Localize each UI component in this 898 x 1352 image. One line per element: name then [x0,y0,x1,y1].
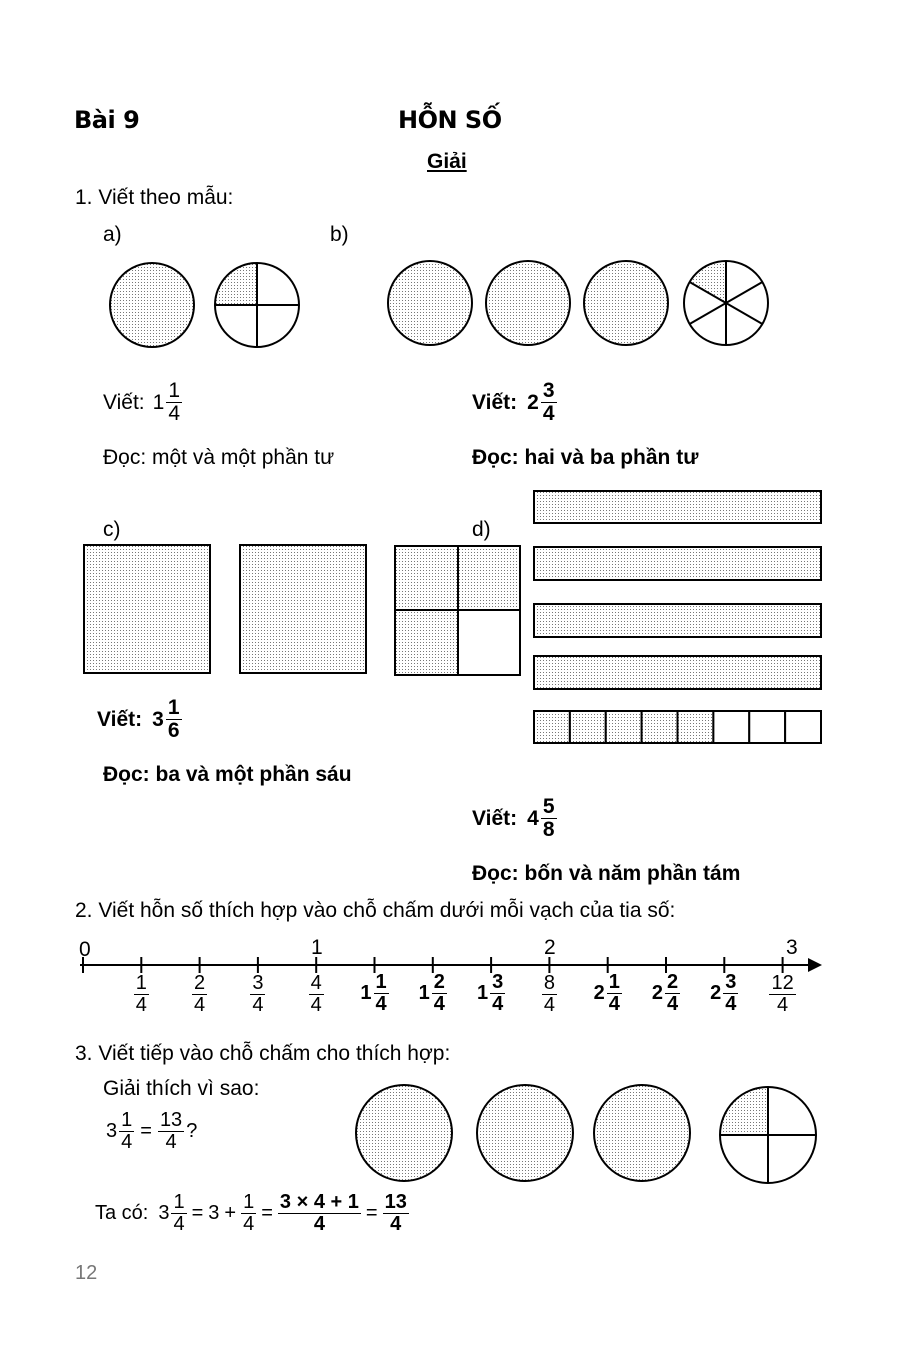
mixed-whole: 2 [651,982,663,1004]
bar-eighth-cell [785,711,821,743]
bar-full [534,491,821,523]
fraction-denominator: 4 [165,1131,177,1153]
fraction-denominator: 4 [542,402,555,426]
mixed-whole: 1 [476,982,489,1004]
equals-sign: = [261,1202,273,1224]
mixed-whole: 2 [710,982,722,1004]
fraction-denominator: 4 [492,993,504,1015]
bar-eighth-cell [678,711,714,743]
axis-number-0: 0 [79,938,91,961]
number-line [80,957,822,973]
fraction-numerator: 1 [608,971,620,993]
fraction-numerator: 5 [542,795,555,818]
fraction-numerator: 1 [135,972,147,994]
circle-sixths [684,261,768,345]
part-c-write [97,697,182,742]
fraction-denominator: 4 [433,993,445,1015]
fraction-denominator: 4 [194,994,206,1016]
equals-sign: = [365,1202,378,1224]
circle-full [356,1085,452,1181]
part-a-read: Đọc: một và một phần tư [103,446,335,469]
bar-eighth-cell [606,711,642,743]
fraction-denominator: 4 [390,1213,402,1235]
fraction-numerator: 3 [252,972,264,994]
circle-full [584,261,668,345]
mixed-whole: 3 [152,707,164,731]
bar-full [534,604,821,637]
fraction-numerator: 1 [173,1191,185,1213]
write-label: Viết: [472,806,518,830]
equals-sign: = [140,1120,152,1142]
equals-sign: = [191,1202,204,1224]
bar-eighth-cell [713,711,749,743]
ex2-prompt: 2. Viết hỗn số thích hợp vào chỗ chấm dưới mỗi vạch của tia số: [75,899,676,922]
fraction-denominator: 8 [542,818,555,842]
fraction-numerator: 4 [310,972,322,994]
fraction-numerator: 3 [542,379,555,402]
part-d-write [472,796,557,841]
part-a-label: a) [103,223,122,246]
lesson-title: HỖN SỐ [398,106,502,134]
write-label: Viết: [472,390,518,414]
mixed-whole: 3 [158,1202,170,1224]
fraction-numerator: 2 [667,971,679,993]
fraction-numerator: 1 [168,379,181,402]
square-quarters [395,546,520,675]
fraction-numerator: 3 [492,971,504,993]
write-label: Viết: [97,707,143,731]
bar-eighth-cell [749,711,785,743]
fraction-numerator: 13 [159,1109,183,1131]
fraction-denominator: 4 [667,993,679,1015]
fraction-denominator: 4 [310,994,322,1016]
part-b-label: b) [330,223,349,246]
bar-eighths [534,711,821,743]
fraction-numerator: 8 [543,972,555,994]
fraction-numerator: 3 [725,971,737,993]
circle-quarters [215,263,299,347]
lesson-subtitle: Giải [427,150,467,173]
answer-label: Ta có: [95,1202,149,1224]
tick-label [743,972,823,1016]
write-label: Viết: [103,390,145,414]
fraction-numerator: 1 [167,696,180,719]
fraction-denominator: 6 [167,719,180,743]
part-d-label: d) [472,518,491,541]
mixed-whole: 1 [418,982,430,1004]
part-b-read: Đọc: hai và ba phần tư [472,446,699,469]
fraction-denominator: 4 [252,994,264,1016]
part-b-write [472,380,557,425]
part-d-read: Đọc: bốn và năm phần tám [472,862,741,885]
bar-full [534,547,821,580]
bar-eighth-cell [534,711,570,743]
fraction-numerator: 12 [771,972,794,994]
question-mark: ? [186,1120,198,1142]
ex1-prompt: 1. Viết theo mẫu: [75,186,234,209]
fraction-denominator: 4 [121,1131,133,1153]
fraction-denominator: 4 [168,402,181,426]
ex3-explain: Giải thích vì sao: [103,1077,260,1100]
circle-full [486,261,570,345]
ex3-prompt: 3. Viết tiếp vào chỗ chấm cho thích hợp: [75,1042,451,1065]
fraction-numerator: 3 × 4 + 1 [279,1191,359,1213]
part-a-write [103,380,182,425]
axis-number-1: 1 [311,936,323,959]
circle-quarters [720,1087,816,1183]
fraction-denominator: 4 [173,1213,185,1235]
ex3-answer [95,1192,409,1235]
mixed-whole: 1 [152,390,165,414]
fraction-numerator: 1 [243,1191,255,1213]
fraction-denominator: 4 [243,1213,255,1235]
fraction-denominator: 4 [375,993,387,1015]
mixed-whole: 2 [593,982,605,1004]
fraction-denominator: 4 [313,1213,325,1235]
fraction-denominator: 4 [725,993,737,1015]
axis-number-3: 3 [786,936,798,959]
page-number: 12 [75,1262,98,1284]
ex3-question [106,1110,197,1153]
fraction-numerator: 2 [194,972,206,994]
fraction-numerator: 1 [121,1109,133,1131]
bar-full [534,656,821,689]
fraction-numerator: 13 [384,1191,407,1213]
part-c-read: Đọc: ba và một phần sáu [103,763,352,786]
mixed-whole: 2 [527,390,539,414]
square-full [240,545,366,673]
fraction-denominator: 4 [135,994,147,1016]
circle-full [477,1085,573,1181]
fraction-denominator: 4 [543,994,555,1016]
bar-eighth-cell [570,711,606,743]
mixed-whole: 1 [360,982,372,1004]
mixed-whole: 4 [527,806,539,830]
lesson-label: Bài 9 [74,106,140,134]
circle-full [110,263,194,347]
fraction-numerator: 1 [375,971,387,993]
whole-term: 3 [208,1202,220,1224]
bar-eighth-cell [642,711,678,743]
square-full [84,545,210,673]
fraction-numerator: 2 [433,971,445,993]
fraction-denominator: 4 [777,994,789,1016]
part-c-label: c) [103,518,121,541]
plus-sign: + [224,1202,237,1224]
mixed-whole: 3 [106,1120,118,1142]
circle-full [594,1085,690,1181]
circle-full [388,261,472,345]
axis-number-2: 2 [544,936,556,959]
fraction-denominator: 4 [608,993,620,1015]
